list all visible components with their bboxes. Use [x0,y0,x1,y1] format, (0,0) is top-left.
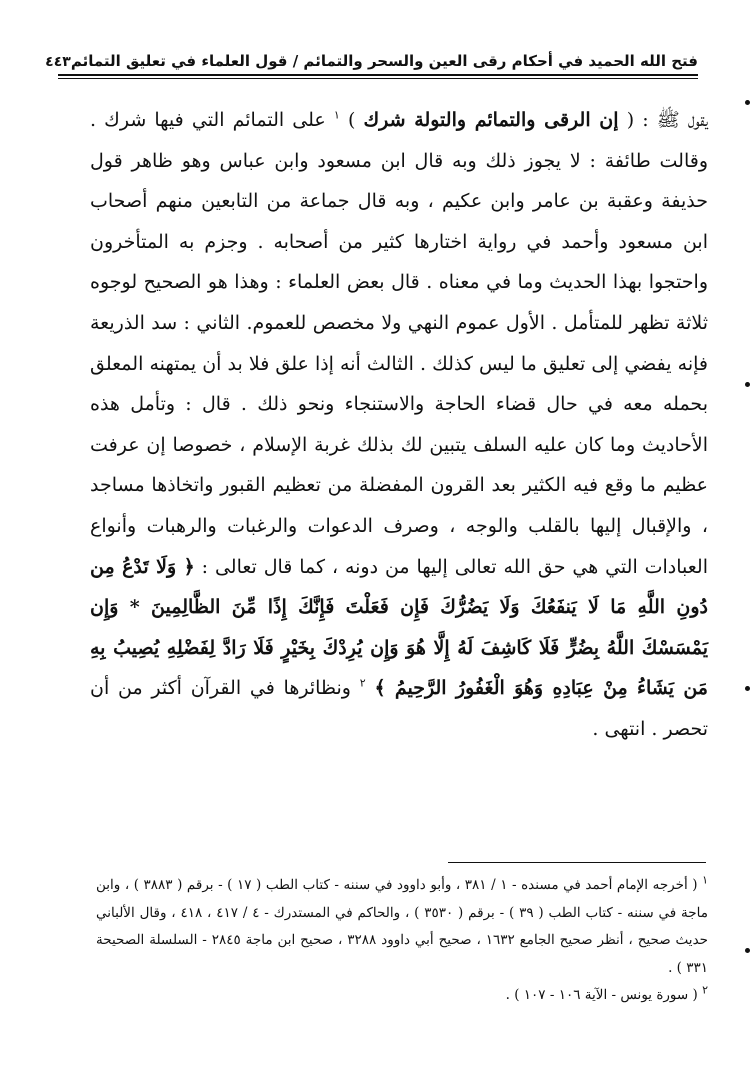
text-segment: يقول ﷺ : ( [626,109,708,131]
main-text [90,100,708,750]
margin-mark [745,948,750,953]
page-number: ٤٤٣ [45,54,71,70]
margin-mark [745,100,750,105]
footnote-text: ( أخرجه الإمام أحمد في مسنده - ١ / ٣٨١ ، وأبو داوود في سننه - كتاب الطب ( ١٧ ) - برقم ( ٣٨٨٣ ) ، وابن ماجة في سننه - كتاب الطب ( ٣٩ ) - برقم ( ٣٥٣٠ ) ، والحاكم في المستدرك - ٤ / ٤١٧ ، ٤١٨ ، وقال الألباني حديث صحيح ، أنظر صحيح الجامع ١٦٣٢ ، صحيح أبي داوود ٣٢٨٨ ، صحيح ابن ماجة ٢٨٤٥ - السلسلة الصحيحة ٣٣١ ) . [96,877,708,976]
header-title: فتح الله الحميد في أحكام رقى العين والسحر والتمائم / قول العلماء في تعليق التمائم [70,52,698,70]
footnote [96,982,708,1010]
header-divider [58,74,698,79]
footnote-divider [448,862,706,863]
footnote-number: ٢ [702,983,708,997]
text-segment: على التمائم التي فيها شرك . وقالت طائفة : لا يجوز ذلك وبه قال ابن مسعود وابن عباس وهو ظاهر قول حذيفة وعقبة بن عامر وابن عكيم ، وبه قال جماعة من التابعين منهم أصحاب ابن مسعود وأحمد في رواية اختارها كثير من أصحابه . وجزم به المتأخرون واحتجوا بهذا الحديث وما في معناه . قال بعض العلماء : وهذا هو الصحيح لوجوه ثلاثة تظهر للمتأمل . الأول عموم النهي ولا مخصص للعموم. الثاني : سد الذريعة فإنه يفضي إلى تعليق ما ليس كذلك . الثالث أنه إذا علق فلا بد أن يمتهنه المعلق بحمله معه في حال قضاء الحاجة والاستنجاء ونحو ذلك . قال : وتأمل هذه الأحاديث وما كان عليه السلف يتبين لك بذلك غربة الإسلام ، خصوصا إن عرفت عظيم ما وقع فيه الكثير بعد القرون المفضلة من تعظيم القبور واتخاذها مساجد ، والإقبال إليها بالقلب والوجه ، وصرف الدعوات والرغبات والرهبات وأنواع العبادات التي هي حق الله تعالى إليها من دونه ، كما قال تعالى : [90,109,708,578]
text-segment: ونظائرها في القرآن أكثر من أن تحصر . انتهى . [90,677,708,740]
paragraph [90,100,708,750]
running-header [45,30,698,70]
footnote-number: ١ [702,873,708,887]
footnote-ref[interactable]: ١ [333,108,340,122]
footnote-text: ( سورة يونس - الآية ١٠٦ - ١٠٧ ) . [505,987,698,1003]
hadith-quote: إن الرقى والتمائم والتولة شرك [363,109,619,131]
footnote [96,872,708,982]
footnotes [96,872,708,1010]
margin-mark [745,382,750,387]
footnote-ref[interactable]: ٢ [359,676,366,690]
quran-verse: ﴿ وَلَا تَدْعُ مِن دُونِ اللَّهِ مَا لَا يَنفَعُكَ وَلَا يَضُرُّكَ فَإِن فَعَلْتَ فَإِنَّكَ إِذًا مِّنَ الظَّالِمِينَ * وَإِن يَمْسَسْكَ اللَّهُ بِضُرٍّ فَلَا كَاشِفَ لَهُ إِلَّا هُوَ وَإِن يُرِدْكَ بِخَيْرٍ فَلَا رَادَّ لِفَضْلِهِ يُصِيبُ بِهِ مَن يَشَاءُ مِنْ عِبَادِهِ وَهُوَ الْغَفُورُ الرَّحِيمُ ﴾ [90,555,708,700]
text-segment: ) [347,109,356,131]
margin-mark [745,686,750,691]
